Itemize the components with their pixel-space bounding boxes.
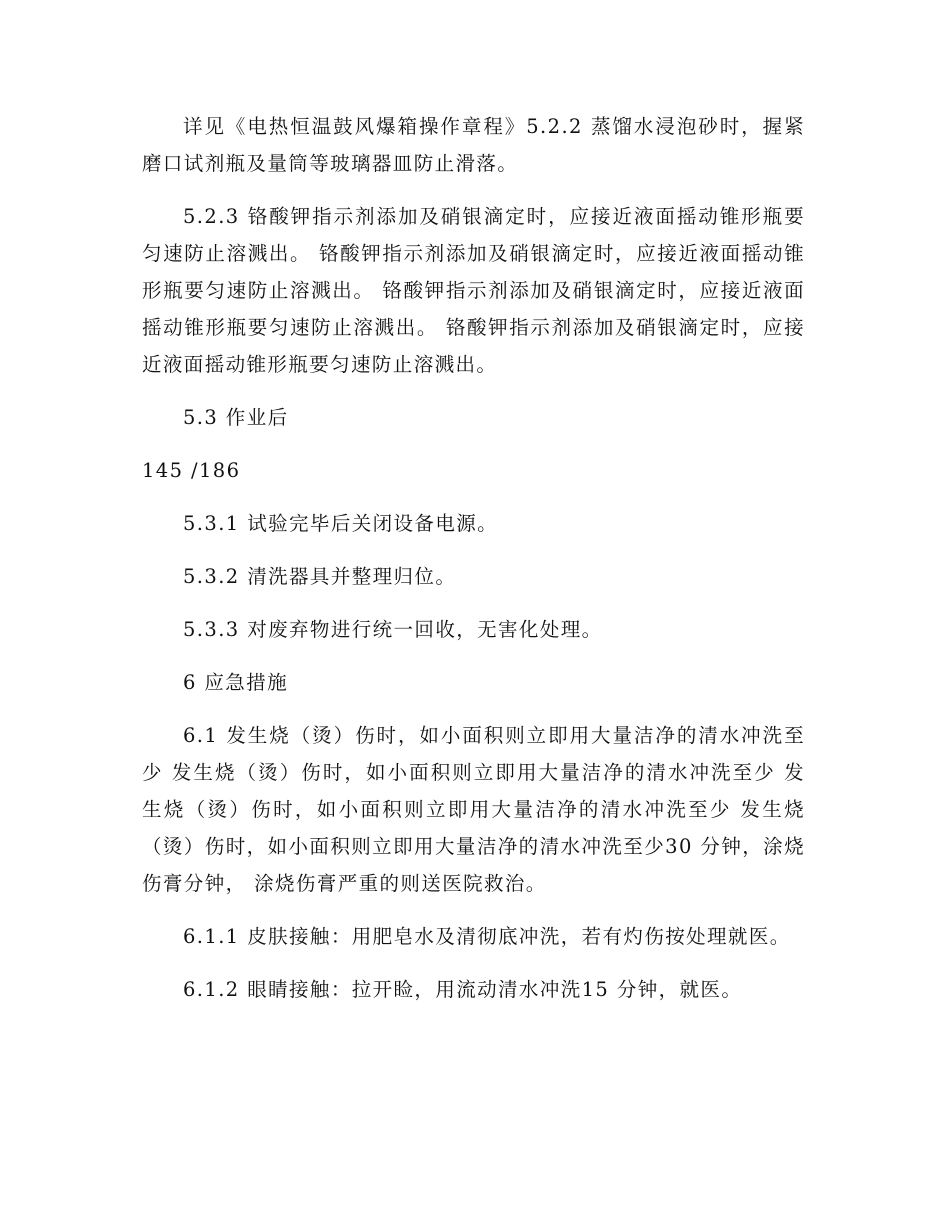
heading-6-emergency-measures: 6 应急措施 xyxy=(183,671,289,694)
paragraph-5-3-3: 5.3.3 对废弃物进行统一回收，无害化处理。 xyxy=(183,618,603,641)
paragraph-5-3-1: 5.3.1 试验完毕后关闭设备电源。 xyxy=(183,512,499,535)
paragraph-6-1-1-skin-contact: 6.1.1 皮肤接触：用肥皂水及清彻底冲洗，若有灼伤按处理就医。 xyxy=(183,925,791,948)
paragraph-6-1-burns: 6.1 发生烧（烫）伤时，如小面积则立即用大量洁净的清水冲洗至少 发生烧（烫）伤时，如小面积则立即用大量洁净的清水冲洗至少 发生烧（烫）伤时，如小面积则立即用大量洁净的清水冲洗至少 发生烧（烫）伤时，如小面积则立即用大量洁净的清水冲洗至少30 分钟，涂烧伤膏分钟， 涂烧伤膏严重的则送医院救治。 xyxy=(142,724,805,895)
paragraph-5-2-3-titration: 5.2.3 铬酸钾指示剂添加及硝银滴定时，应接近液面摇动锥形瓶要匀速防止溶溅出。 铬酸钾指示剂添加及硝银滴定时，应接近液面摇动锥形瓶要匀速防止溶溅出。 铬酸钾指示剂添加及硝银滴定时，应接近液面摇动锥形瓶要匀速防止溶溅出。 铬酸钾指示剂添加及硝银滴定时，应接近液面摇动锥形瓶要匀速防止溶溅出。 xyxy=(142,205,805,376)
page-number: 145 /186 xyxy=(142,459,241,482)
paragraph-5-3-2: 5.3.2 清洗器具并整理归位。 xyxy=(183,565,457,588)
heading-5-3-after-work: 5.3 作业后 xyxy=(183,406,289,429)
paragraph-6-1-2-eye-contact: 6.1.2 眼睛接触：拉开睑，用流动清水冲洗15 分钟，就医。 xyxy=(183,978,743,1001)
paragraph-oven-reference: 详见《电热恒温鼓风爆箱操作章程》5.2.2 蒸馏水浸泡砂时，握紧磨口试剂瓶及量筒等玻璃器皿防止滑落。 xyxy=(142,115,805,175)
